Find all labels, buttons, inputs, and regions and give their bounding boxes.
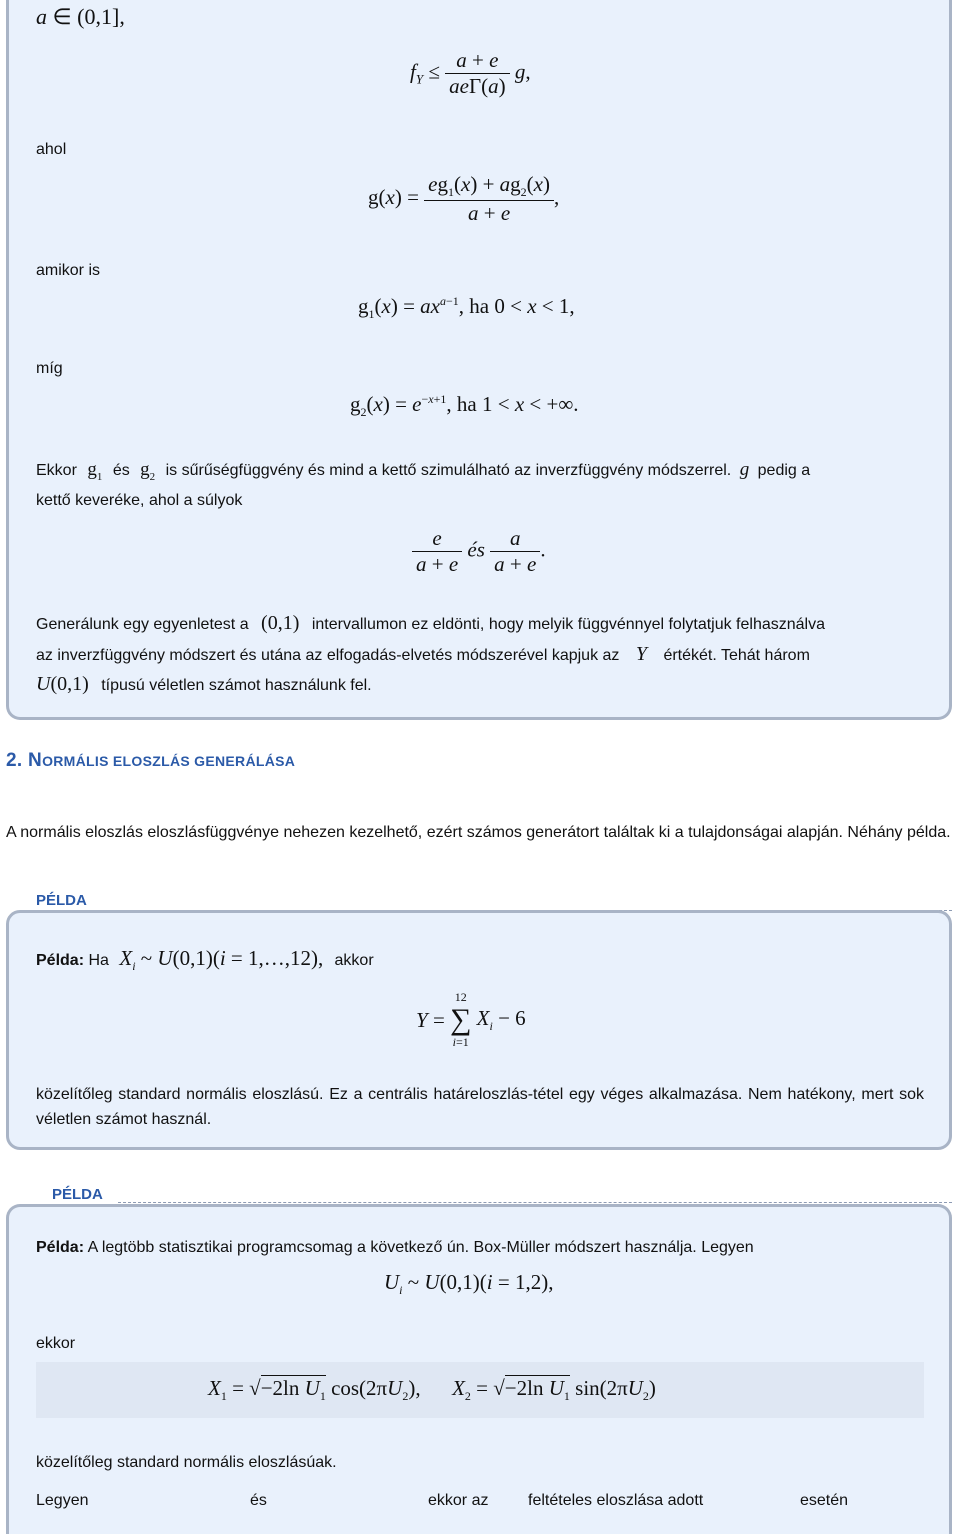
section-heading	[6, 750, 295, 772]
text-keverek: kettő keveréke, ahol a súlyok	[36, 492, 243, 509]
formula-g2: $g_2(x) = e^{-x+1}$, ha 1 < x < +∞.	[350, 392, 579, 420]
formula-sum: Y = 12 ∑ i=1 $X_i - 6$	[416, 990, 526, 1049]
paragraph-line3	[36, 672, 936, 698]
text-intervallumon: intervallumon ez eldönti, hogy melyik függvénnyel folytatjuk felhasználva	[311, 616, 825, 633]
text-generalunk: Generálunk egy egyenletest a	[36, 616, 249, 633]
section-number: 2.	[6, 750, 23, 771]
section-intro: A normális eloszlás eloszlásfüggvénye nehezen kezelhető, ezért számos generátort találtak ki a tulajdonságai alapján. Néhány példa.	[6, 824, 951, 841]
text-inverz: az inverzfüggvény módszert és utána az elfogadás-elvetés módszerével kapjuk az	[36, 647, 620, 664]
example1-label: Példa:	[36, 952, 85, 969]
example1-ha: Ha	[88, 952, 109, 969]
symbol-u01: U(0,1)	[36, 673, 89, 695]
text-suruseg: is sűrűségfüggvény és mind a kettő szimulálható az inverzfüggvény módszerrel.	[165, 462, 732, 479]
last-line-felteteles: feltételes eloszlása adott	[528, 1492, 704, 1509]
text-weights-es: és	[467, 537, 485, 562]
text-es: és	[112, 462, 130, 479]
example2-text: A legtöbb statisztikai programcsomag a következő ún. Box-Müller módszert használja. Legyen	[87, 1239, 754, 1256]
example2-label: Példa:	[36, 1239, 85, 1256]
text-ekkor: Ekkor	[36, 462, 77, 479]
symbol-g1: $g_1$	[87, 459, 103, 483]
text-amikor: amikor is	[36, 262, 101, 279]
symbol-g2: $g_2$	[140, 459, 156, 483]
formula-fy-bound: $f_Y$ ≤ $\frac{a + e}{\text{aeΓ(a)}}$ g,	[410, 48, 531, 98]
symbol-y: Y	[635, 643, 647, 665]
last-line-legyen: Legyen	[36, 1492, 89, 1509]
example-tab-2: PÉLDA	[52, 1186, 103, 1203]
symbol-g: g	[739, 459, 750, 480]
text-tipusu: típusú véletlen számot használunk fel.	[101, 677, 372, 694]
example-divider-2	[118, 1202, 952, 1203]
formula-a-range: a ∈ (0,1],	[36, 4, 125, 29]
formula-g1: $g_1(x) = ax^{a-1}$, ha 0 < x < 1,	[358, 294, 575, 322]
text-erteket: értékét. Tehát három	[663, 647, 810, 664]
formula-box-muller: $X_1 = √-2\ln$ $U_1$ $\cos(2\pi U_2)$, $X_2 = √-2\ln$ $U_1$ $\sin(2\pi U_2)$	[208, 1376, 656, 1404]
example1-conclusion: közelítőleg standard normális eloszlású. Ez a centrális határeloszlás-tétel egy véges alkalmazása. Nem hatékony, mert sok véletlen számot használ.	[36, 1086, 924, 1128]
symbol-interval: (0,1)	[261, 612, 300, 634]
last-line-eseten: esetén	[800, 1492, 849, 1509]
formula-xi-uniform: $X_i$ ~ U(0,1)(i = 1,…,12),	[119, 946, 329, 974]
formula-ui-uniform: $U_i$ ~ U(0,1)(i = 1,2),	[384, 1270, 554, 1298]
text-pedig: pedig a	[757, 462, 811, 479]
paragraph-generalunk	[36, 611, 936, 637]
example2-conclusion: közelítőleg standard normális eloszlásúak.	[36, 1454, 337, 1471]
example2-ekkor: ekkor	[36, 1335, 76, 1352]
formula-weights: $\frac{e}{a + e}$ és $\frac{a}{a + e}$ .	[412, 526, 546, 577]
example-tab-1: PÉLDA	[36, 892, 87, 909]
text-mig: míg	[36, 360, 63, 377]
paragraph-line2	[36, 642, 936, 668]
example1-akkor: akkor	[334, 952, 374, 969]
example2-statement	[36, 1235, 924, 1260]
example1-statement	[36, 946, 916, 979]
last-line-ekkor-az: ekkor az	[428, 1492, 489, 1509]
last-line-es: és	[250, 1492, 267, 1509]
formula-g: g(x) = $\frac{eg_1(x) + ag_2(x)}{a + e}$ ,	[368, 172, 560, 226]
text-ahol: ahol	[36, 141, 67, 158]
paragraph-ekkor	[36, 457, 926, 490]
section-title-rest: ORMÁLIS ELOSZLÁS GENERÁLÁSA	[42, 753, 296, 769]
section-title-initial: N	[28, 750, 43, 771]
